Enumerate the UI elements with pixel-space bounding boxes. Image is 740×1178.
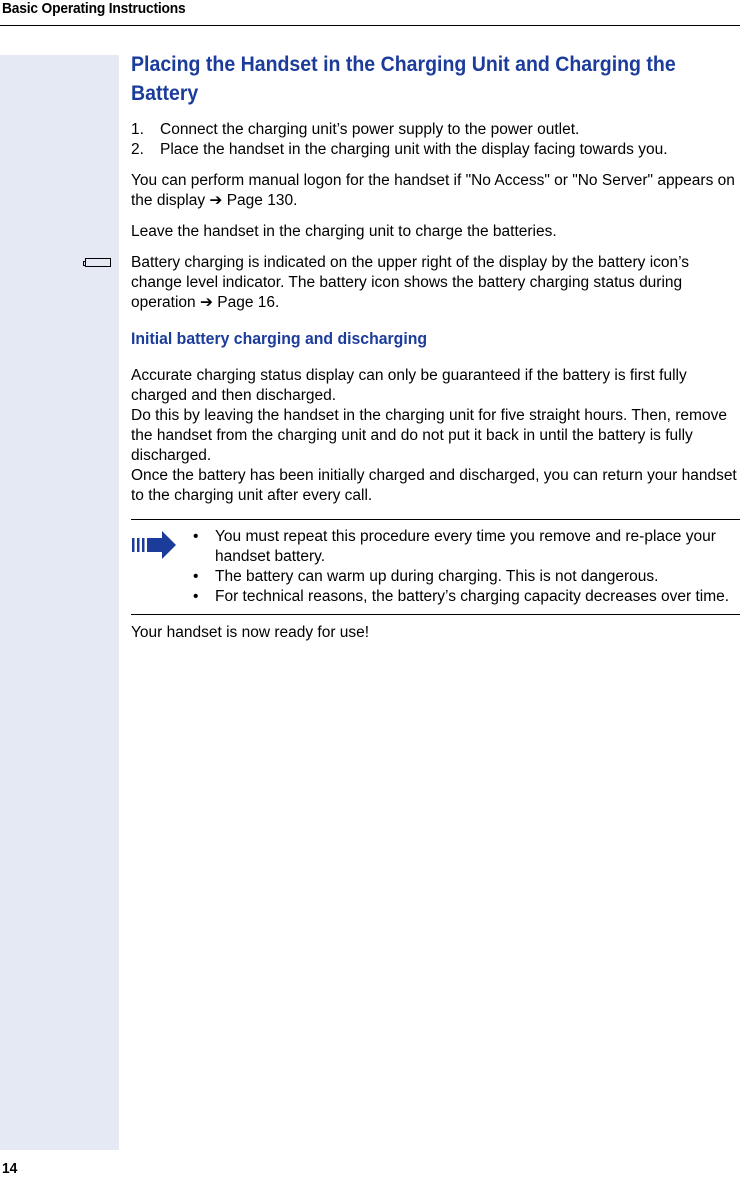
battery-icon [85, 258, 111, 267]
subsection-heading: Initial battery charging and discharging [131, 329, 428, 348]
header-title: Basic Operating Instructions [2, 0, 186, 17]
note-text: You must repeat this procedure every time you remove and re-place your handset battery. [215, 528, 716, 565]
step-item [131, 140, 740, 160]
left-margin-column [0, 55, 119, 1150]
step-item [131, 120, 740, 140]
paragraph-leave: Leave the handset in the charging unit to charge the batteries. [131, 223, 557, 240]
note-item [193, 527, 740, 567]
section-heading: Placing the Handset in the Charging Unit and Charging the Battery [131, 53, 676, 105]
steps-list [131, 120, 740, 160]
paragraph-logon: You can perform manual logon for the handset if "No Access" or "No Server" appears on the display ➔ Page 130. [131, 172, 735, 209]
main-content [131, 50, 740, 643]
note-list [131, 527, 740, 607]
page-header [0, 0, 740, 26]
step-number: 2. [131, 141, 144, 158]
page-number: 14 [2, 1160, 18, 1177]
note-text: The battery can warm up during charging. This is not dangerous. [215, 568, 659, 585]
subsection-line: Once the battery has been initially charged and discharged, you can return your handset to the charging unit after every call. [131, 467, 737, 504]
step-text: Connect the charging unit’s power supply to the power outlet. [160, 121, 580, 138]
subsection-line: Accurate charging status display can only be guaranteed if the battery is first fully charged and then discharged. [131, 367, 687, 404]
step-text: Place the handset in the charging unit with the display facing towards you. [160, 141, 668, 158]
subsection-line: Do this by leaving the handset in the charging unit for five straight hours. Then, remove the handset from the charging unit and do not put it back in until the battery is fully discharged. [131, 407, 727, 464]
paragraph-battery-block [131, 253, 740, 313]
note-text: For technical reasons, the battery’s charging capacity decreases over time. [215, 588, 730, 605]
subsection-body [131, 366, 740, 506]
closing-text: Your handset is now ready for use! [131, 624, 370, 641]
bullet: • [193, 568, 199, 585]
bullet: • [193, 588, 199, 605]
paragraph-battery: Battery charging is indicated on the upper right of the display by the battery icon’s change level indicator. The battery icon shows the battery charging status during operation ➔ Page 16. [131, 254, 690, 311]
step-number: 1. [131, 121, 144, 138]
bullet: • [193, 528, 199, 545]
note-item [193, 567, 740, 587]
arrow-note-icon [131, 530, 177, 560]
note-item [193, 587, 740, 607]
note-box [131, 519, 740, 615]
